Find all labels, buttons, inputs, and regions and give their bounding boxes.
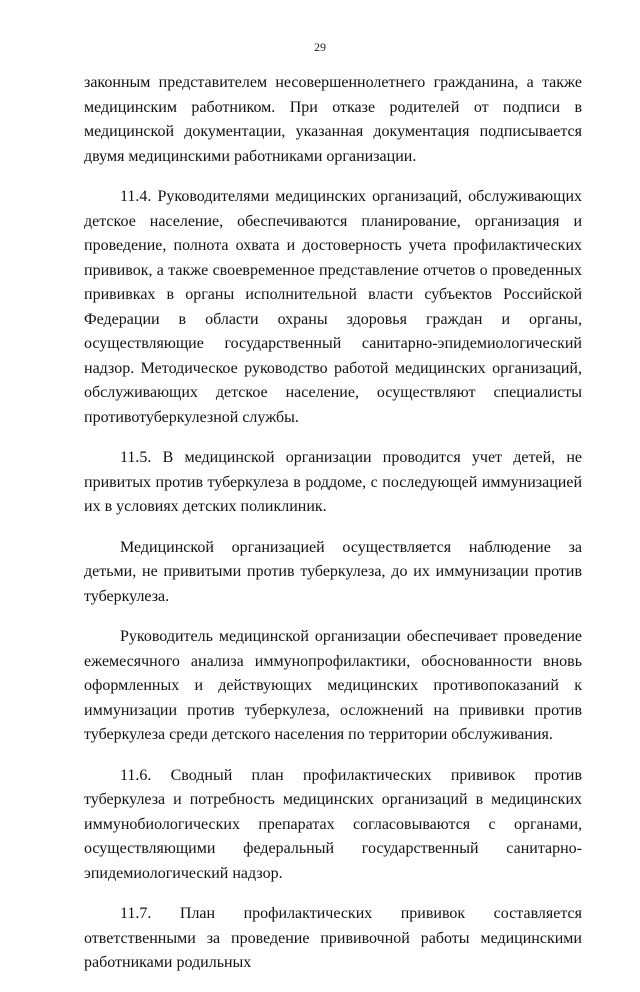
- paragraph-11-4: 11.4. Руководителями медицинских организаций, обслуживающих детское население, обеспечиваются планирование, организация и проведение, полнота охвата и достоверность учета профилактических прививок, а также своевременное представление отчетов о проведенных прививках в органы исполнительной власти субъектов Российской Федерации в области охраны здоровья граждан и органы, осуществляющие государственный санитарно-эпидемиологический надзор. Методическое руководство работой медицинских организаций, обслуживающих детское население, осуществляют специалисты противотуберкулезной службы.: [84, 188, 582, 426]
- page-number: 29: [314, 40, 326, 54]
- document-body: [84, 71, 582, 992]
- paragraph-11-7: 11.7. План профилактических прививок составляется ответственными за проведение прививочной работы медицинскими работниками родильных: [84, 905, 582, 971]
- paragraph-11-5: 11.5. В медицинской организации проводится учет детей, не привитых против туберкулеза в роддоме, с последующей иммунизацией их в условиях детских поликлиник.: [84, 449, 582, 515]
- paragraph-11-6: 11.6. Сводный план профилактических прививок против туберкулеза и потребность медицинских организаций в медицинских иммунобиологических препаратах согласовываются с органами, осуществляющими федеральный государственный санитарно-эпидемиологический надзор.: [84, 766, 582, 882]
- paragraph-observation: Медицинской организацией осуществляется наблюдение за детьми, не привитыми против туберкулеза, до их иммунизации против туберкулеза.: [84, 538, 582, 605]
- paragraph-head-analysis: Руководитель медицинской организации обеспечивает проведение ежемесячного анализа иммунопрофилактики, обоснованности вновь оформленных и действующих медицинских противопоказаний к иммунизации против туберкулеза, осложнений на прививки против туберкулеза среди детского населения по территории обслуживания.: [84, 628, 582, 743]
- paragraph-continuation: законным представителем несовершеннолетнего гражданина, а также медицинским работником. При отказе родителей от подписи в медицинской документации, указанная документация подписывается двумя медицинскими работниками организации.: [84, 74, 582, 165]
